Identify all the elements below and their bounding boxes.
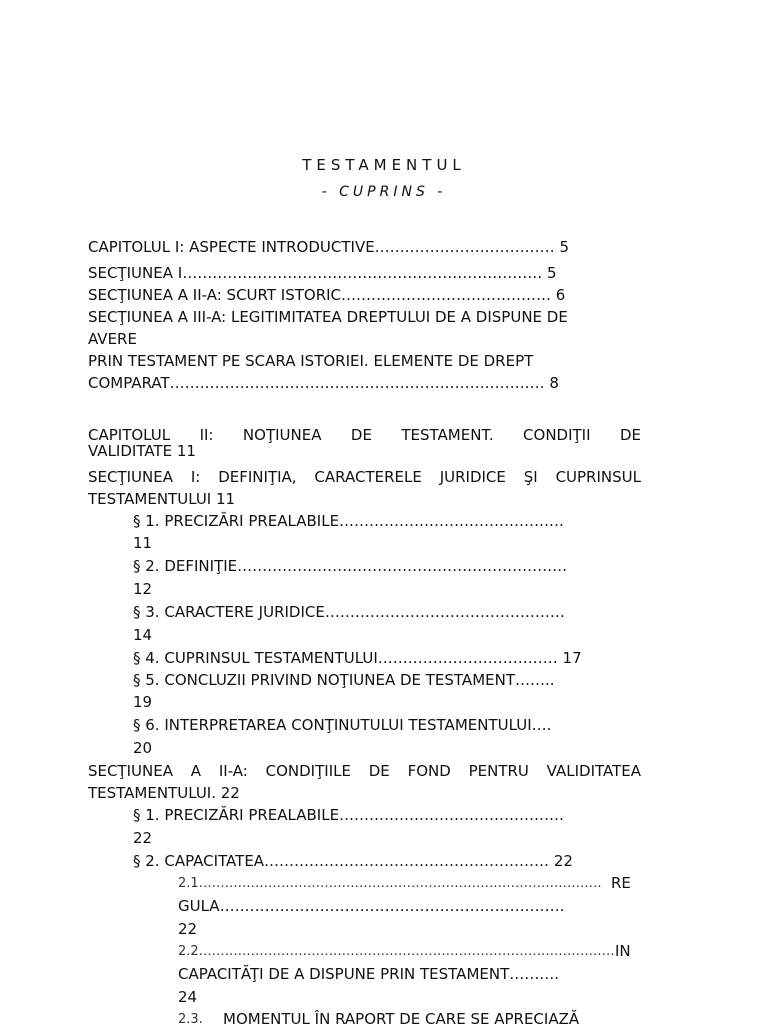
toc-subparagraph-fragment: IN xyxy=(615,942,631,960)
document-title: TESTAMENTUL xyxy=(302,156,466,174)
toc-paragraph: § 1. PRECIZĂRI PREALABILE……………………………………… xyxy=(133,806,565,824)
toc-page-number: 19 xyxy=(133,693,153,711)
toc-chapter: CAPITOLUL II: NOŢIUNEA DE TESTAMENT. CONDIŢII DE xyxy=(88,426,641,444)
toc-subparagraph-leader: 2.2…………………………………………………………………………………… xyxy=(178,944,615,959)
toc-subparagraph: MOMENTUL ÎN RAPORT DE CARE SE APRECIAZĂ xyxy=(223,1010,580,1028)
toc-paragraph: § 3. CARACTERE JURIDICE………………………………………… xyxy=(133,603,565,621)
toc-page-number: 24 xyxy=(178,988,198,1006)
toc-subparagraph: CAPACITĂŢI DE A DISPUNE PRIN TESTAMENT………. xyxy=(178,965,560,983)
toc-page-number: 20 xyxy=(133,739,153,757)
toc-section: SECŢIUNEA A III-A: LEGITIMITATEA DREPTULUI DE A DISPUNE DE xyxy=(88,308,568,326)
toc-section: SECŢIUNEA I: DEFINIŢIA, CARACTERELE JURIDICE ŞI CUPRINSUL xyxy=(88,468,641,486)
toc-page-number: 22 xyxy=(178,920,198,938)
toc-section: SECŢIUNEA A II-A: CONDIŢIILE DE FOND PENTRU VALIDITATEA xyxy=(88,762,641,780)
toc-section-cont: COMPARAT………………………………………………………………… 8 xyxy=(88,374,559,392)
toc-paragraph: § 4. CUPRINSUL TESTAMENTULUI……………………………… 17 xyxy=(133,649,582,667)
toc-paragraph: § 1. PRECIZĂRI PREALABILE……………………………………… xyxy=(133,512,565,530)
toc-subparagraph-number: 2.3. xyxy=(178,1012,203,1027)
toc-paragraph: § 6. INTERPRETAREA CONŢINUTULUI TESTAMENTULUI…. xyxy=(133,716,552,734)
toc-page-number: 11 xyxy=(133,534,153,552)
toc-subparagraph: GULA…………………………………………………………… xyxy=(178,897,565,915)
toc-chapter-cont: VALIDITATE 11 xyxy=(88,442,196,460)
toc-section-cont: AVERE xyxy=(88,330,137,348)
toc-paragraph: § 2. DEFINIŢIE………………………………………………………… xyxy=(133,557,568,575)
toc-subparagraph-leader: 2.1………………………………………………………………………………… xyxy=(178,876,602,891)
toc-section-cont: TESTAMENTULUI 11 xyxy=(88,490,236,508)
toc-section: SECŢIUNEA A II-A: SCURT ISTORIC…………………………………… 6 xyxy=(88,286,566,304)
toc-subparagraph-fragment: RE xyxy=(611,874,631,892)
toc-page-number: 22 xyxy=(133,829,153,847)
toc-section-cont: PRIN TESTAMENT PE SCARA ISTORIEI. ELEMENTE DE DREPT xyxy=(88,352,534,370)
toc-page-number: 14 xyxy=(133,626,153,644)
toc-paragraph: § 2. CAPACITATEA………………………………………………… 22 xyxy=(133,852,573,870)
toc-paragraph: § 5. CONCLUZII PRIVIND NOŢIUNEA DE TESTAMENT…….. xyxy=(133,671,555,689)
document-subtitle: - CUPRINS - xyxy=(321,184,447,200)
toc-section: SECŢIUNEA I……………………………………………………………… 5 xyxy=(88,264,557,282)
toc-section-cont: TESTAMENTULUI. 22 xyxy=(88,784,240,802)
toc-chapter: CAPITOLUL I: ASPECTE INTRODUCTIVE……………………………… 5 xyxy=(88,238,569,256)
toc-page-number: 12 xyxy=(133,580,153,598)
